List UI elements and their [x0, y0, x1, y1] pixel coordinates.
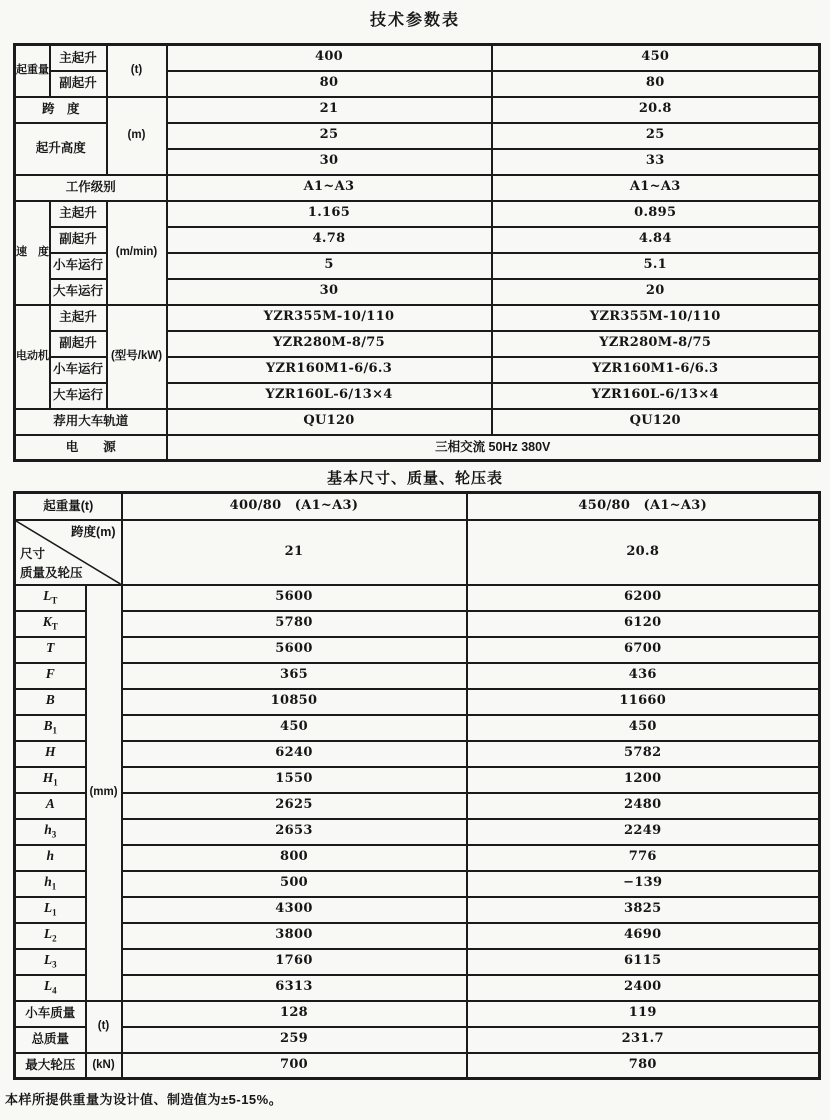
dim-label	[15, 923, 86, 949]
value-cell: 6240	[122, 741, 467, 767]
value-cell: 20	[492, 279, 820, 305]
value-cell: 259	[122, 1027, 467, 1053]
unit-label-kn: (kN)	[86, 1053, 122, 1079]
dim-label	[15, 715, 86, 741]
value-cell: 700	[122, 1053, 467, 1079]
dim-base: H	[44, 744, 56, 760]
row-label-trolley-mass: 小车质量	[15, 1001, 86, 1027]
table-row	[15, 663, 820, 689]
page-title: 技术参数表	[369, 12, 460, 29]
value-cell: −139	[467, 871, 820, 897]
value-cell: 5600	[122, 585, 467, 611]
value-cell: 6115	[467, 949, 820, 975]
dim-base: T	[46, 640, 55, 656]
row-label-main-hoist: 主起升	[50, 201, 107, 227]
row-label-total-mass: 总质量	[15, 1027, 86, 1053]
value-cell: 10850	[122, 689, 467, 715]
value-cell: 21	[122, 520, 467, 585]
row-label-crane-travel: 大车运行	[50, 383, 107, 409]
table-row	[15, 175, 820, 201]
table-row	[15, 520, 820, 585]
table-row	[15, 45, 820, 71]
table-row	[15, 409, 820, 435]
dim-label	[15, 949, 86, 975]
footnote: 本样所提供重量为设计值、制造值为±5-15%。	[5, 1092, 283, 1107]
value-cell: YZR160L-6/13×4	[167, 383, 492, 409]
table-row	[15, 493, 820, 520]
value-cell: 450	[122, 715, 467, 741]
value-cell: 2480	[467, 793, 820, 819]
dim-sub: 1	[51, 882, 57, 893]
row-label-aux-hoist: 副起升	[50, 71, 107, 97]
row-label-rail: 荐用大车轨道	[15, 409, 167, 435]
value-cell: 5600	[122, 637, 467, 663]
value-cell-power: 三相交流 50Hz 380V	[167, 435, 820, 461]
dim-base: H	[42, 770, 54, 786]
value-cell: 400	[167, 45, 492, 71]
table-row	[15, 871, 820, 897]
row-label-duty-class: 工作级别	[15, 175, 167, 201]
value-cell: 2653	[122, 819, 467, 845]
value-cell: 231.7	[467, 1027, 820, 1053]
corner-label-dimensions: 尺寸	[20, 546, 46, 561]
dim-label	[15, 611, 86, 637]
dim-base: L	[43, 588, 52, 604]
row-label-crane-travel: 大车运行	[50, 279, 107, 305]
value-cell: 5780	[122, 611, 467, 637]
value-cell: 119	[467, 1001, 820, 1027]
dim-label	[15, 975, 86, 1001]
dim-base: K	[42, 614, 52, 630]
dim-base: h	[44, 822, 52, 838]
dim-sub: T	[51, 596, 58, 607]
dim-base: B	[43, 718, 53, 734]
corner-label-span-m: 跨度(m)	[71, 524, 116, 539]
row-label-aux-hoist: 副起升	[50, 227, 107, 253]
value-cell: 20.8	[467, 520, 820, 585]
dim-sub: T	[51, 622, 58, 633]
dim-label	[15, 819, 86, 845]
unit-label-m-min: (m/min)	[107, 201, 167, 305]
row-label-main-hoist: 主起升	[50, 45, 107, 71]
dim-base: F	[45, 666, 55, 682]
table-row	[15, 819, 820, 845]
value-cell: QU120	[492, 409, 820, 435]
value-cell: 80	[492, 71, 820, 97]
unit-label-t: (t)	[107, 45, 167, 97]
value-cell: 500	[122, 871, 467, 897]
value-cell: 5782	[467, 741, 820, 767]
dim-sub: 3	[51, 830, 57, 841]
table-row	[15, 435, 820, 461]
dim-base: B	[45, 692, 55, 708]
value-cell: 3825	[467, 897, 820, 923]
dim-sub: 4	[52, 986, 57, 997]
corner-cell	[15, 520, 122, 585]
table-row	[15, 793, 820, 819]
dim-base: L	[43, 900, 53, 916]
value-cell: 80	[167, 71, 492, 97]
table-row	[15, 949, 820, 975]
row-label-trolley-travel: 小车运行	[50, 357, 107, 383]
row-label-power: 电 源	[15, 435, 167, 461]
value-cell: 1200	[467, 767, 820, 793]
value-cell: 450	[467, 715, 820, 741]
table-row	[15, 611, 820, 637]
table-row	[15, 305, 820, 331]
dim-label	[15, 637, 86, 663]
value-cell: YZR280M-8/75	[492, 331, 820, 357]
value-cell: 436	[467, 663, 820, 689]
value-cell: A1~A3	[492, 175, 820, 201]
table-row	[15, 897, 820, 923]
header-lifting-capacity: 起重量(t)	[15, 493, 122, 520]
value-cell: YZR160M1-6/6.3	[492, 357, 820, 383]
dim-base: L	[43, 926, 53, 942]
value-cell: 2400	[467, 975, 820, 1001]
value-cell: 1.165	[167, 201, 492, 227]
value-cell: 6313	[122, 975, 467, 1001]
value-cell: 4.84	[492, 227, 820, 253]
dim-label	[15, 741, 86, 767]
header-column-2: 450/80 (A1~A3)	[467, 493, 820, 520]
basic-dimensions-table	[13, 491, 821, 1080]
table-row	[15, 845, 820, 871]
header-column-1: 400/80 (A1~A3)	[122, 493, 467, 520]
table-row	[15, 1027, 820, 1053]
dim-label	[15, 897, 86, 923]
unit-label-model-kw: (型号/kW)	[107, 305, 167, 409]
dim-label	[15, 845, 86, 871]
value-cell: 33	[492, 149, 820, 175]
value-cell: 6120	[467, 611, 820, 637]
value-cell: 5.1	[492, 253, 820, 279]
row-label-max-wheel-pressure: 最大轮压	[15, 1053, 86, 1079]
table-row	[15, 585, 820, 611]
corner-label-mass-wheel: 质量及轮压	[20, 566, 83, 581]
dim-sub: 1	[52, 726, 57, 737]
group-label-motor: 电动机	[15, 305, 50, 409]
group-label-speed: 速 度	[15, 201, 50, 305]
value-cell: 1760	[122, 949, 467, 975]
value-cell: 2625	[122, 793, 467, 819]
value-cell: YZR280M-8/75	[167, 331, 492, 357]
value-cell: 4300	[122, 897, 467, 923]
value-cell: 5	[167, 253, 492, 279]
row-label-span: 跨 度	[15, 97, 107, 123]
value-cell: 30	[167, 149, 492, 175]
table-row	[15, 97, 820, 123]
value-cell: 800	[122, 845, 467, 871]
dim-label	[15, 663, 86, 689]
dim-base: A	[45, 796, 55, 812]
dim-sub: 1	[53, 778, 58, 789]
table-row	[15, 201, 820, 227]
unit-label-m: (m)	[107, 97, 167, 175]
dim-label	[15, 871, 86, 897]
value-cell: 128	[122, 1001, 467, 1027]
dim-base: h	[44, 874, 52, 890]
unit-label-t: (t)	[86, 1001, 122, 1053]
value-cell: YZR355M-10/110	[167, 305, 492, 331]
value-cell: A1~A3	[167, 175, 492, 201]
dim-label	[15, 767, 86, 793]
table-row	[15, 1001, 820, 1027]
value-cell: 25	[167, 123, 492, 149]
value-cell: 450	[492, 45, 820, 71]
dim-base: h	[46, 848, 54, 864]
table-row	[15, 923, 820, 949]
value-cell: 6200	[467, 585, 820, 611]
dim-sub: 1	[52, 908, 57, 919]
value-cell: 6700	[467, 637, 820, 663]
value-cell: 4.78	[167, 227, 492, 253]
table-row	[15, 715, 820, 741]
table-row	[15, 741, 820, 767]
value-cell: YZR160L-6/13×4	[492, 383, 820, 409]
technical-parameters-table	[13, 43, 821, 462]
dim-sub: 3	[52, 960, 57, 971]
value-cell: 776	[467, 845, 820, 871]
value-cell: 21	[167, 97, 492, 123]
value-cell: 2249	[467, 819, 820, 845]
value-cell: 20.8	[492, 97, 820, 123]
table-row	[15, 975, 820, 1001]
value-cell: 780	[467, 1053, 820, 1079]
value-cell: 30	[167, 279, 492, 305]
dim-base: L	[43, 952, 53, 968]
dim-base: L	[43, 978, 53, 994]
dim-label	[15, 585, 86, 611]
row-label-aux-hoist: 副起升	[50, 331, 107, 357]
row-label-trolley-travel: 小车运行	[50, 253, 107, 279]
table-row	[15, 689, 820, 715]
table-row	[15, 637, 820, 663]
value-cell: 4690	[467, 923, 820, 949]
section-title-dimensions: 基本尺寸、质量、轮压表	[326, 470, 503, 487]
table-row	[15, 1053, 820, 1079]
value-cell: 25	[492, 123, 820, 149]
value-cell: 0.895	[492, 201, 820, 227]
value-cell: 3800	[122, 923, 467, 949]
table-row	[15, 767, 820, 793]
dim-label	[15, 689, 86, 715]
value-cell: 1550	[122, 767, 467, 793]
unit-label-mm: (mm)	[86, 585, 122, 1001]
value-cell: QU120	[167, 409, 492, 435]
row-label-lifting-height: 起升高度	[15, 123, 107, 175]
value-cell: 11660	[467, 689, 820, 715]
dim-label	[15, 793, 86, 819]
dim-sub: 2	[52, 934, 57, 945]
group-label-lifting-capacity: 起重量	[15, 45, 50, 97]
value-cell: 365	[122, 663, 467, 689]
value-cell: YZR355M-10/110	[492, 305, 820, 331]
row-label-main-hoist: 主起升	[50, 305, 107, 331]
value-cell: YZR160M1-6/6.3	[167, 357, 492, 383]
